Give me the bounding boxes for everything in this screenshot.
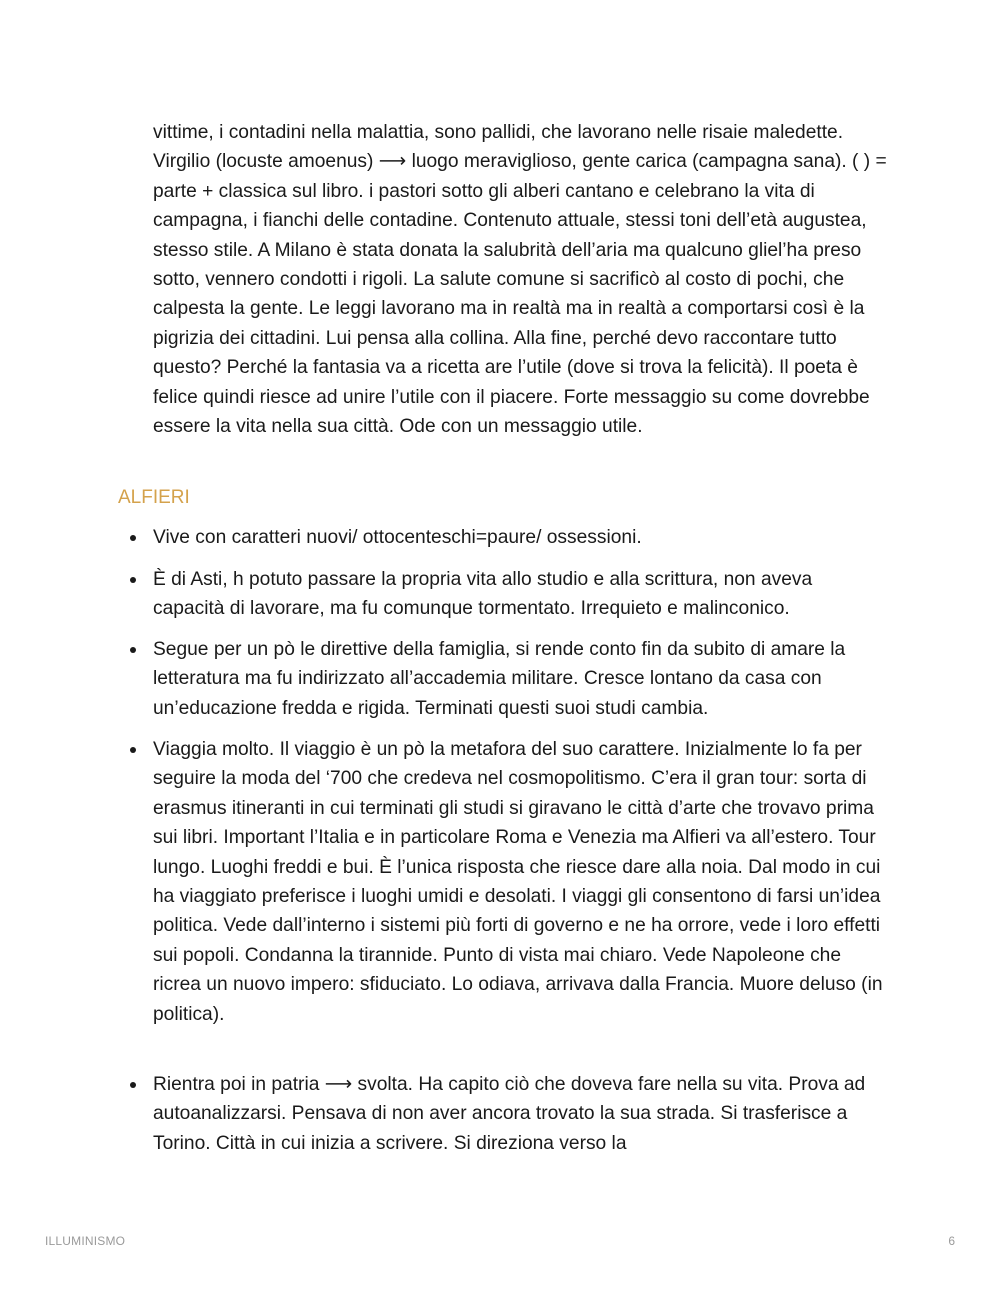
list-item [153,1070,888,1158]
list-item-text: Viaggia molto. Il viaggio è un pò la metafora del suo carattere. Inizialmente lo fa per seguire la moda del ‘700 che credeva nel cosmopolitismo. C’era il gran tour: sorta di erasmus itineranti in cui terminati gli studi si giravano le città d’arte che trovavo prima sui libri. Important l’Italia e in particolare Roma e Venezia ma Alfieri va all’estero. Tour lungo. Luoghi freddi e bui. È l’unica risposta che riesce dare alla noia. Dal modo in cui ha viaggiato preferisce i luoghi umidi e desolati. I viaggi gli consentono di farsi un’idea politica. Vede dall’interno i sistemi più forti di governo e ne ha orrore, vede i loro effetti sui popoli. Condanna la tirannide. Punto di vista mai chiaro. Vede Napoleone che ricrea un nuovo impero: sfiduciato. Lo odiava, arrivava dalla Francia. Muore deluso (in politica). [153,739,883,1025]
list-item [153,635,888,723]
list-item [153,565,888,624]
list-item-text: Segue per un pò le direttive della famiglia, si rende conto fin da subito di amare la letteratura ma fu indirizzato all’accademia militare. Cresce lontano da casa con un’educazione fredda e rigida. Terminati questi suoi studi cambia. [153,639,846,719]
section-heading-alfieri: ALFIERI [118,487,190,508]
footer-document-title: ILLUMINISMO [45,1234,126,1248]
footer-page-number: 6 [948,1234,955,1248]
list-item-text: Vive con caratteri nuovi/ ottocenteschi=paure/ ossessioni. [153,527,642,548]
list-item-text: Rientra poi in patria ⟶ svolta. Ha capito ciò che doveva fare nella su vita. Prova ad autoanalizzarsi. Pensava di non aver ancora trovato la sua strada. Si trasferisce a Torino. Città in cui inizia a scrivere. Si direziona verso la [153,1074,866,1154]
intro-paragraph: vittime, i contadini nella malattia, sono pallidi, che lavorano nelle risaie maledette. Virgilio (locuste amoenus) ⟶ luogo meraviglioso, gente carica (campagna sana). ( ) = parte + classica sul libro. i pastori sotto gli alberi cantano e celebrano la vita di campagna, i fianchi delle contadine. Contenuto attuale, stessi toni dell’età augustea, stesso stile. A Milano è stata donata la salubrità dell’aria ma qualcuno gliel’ha preso sotto, vennero condotti i rigoli. La salute comune si sacrificò al costo di pochi, che calpesta la gente. Le leggi lavorano ma in realtà ma in realtà a comportarsi così è la pigrizia dei cittadini. Lui pensa alla collina. Alla fine, perché devo raccontare tutto questo? Perché la fantasia va a ricetta are l’utile (dove si trova la felicità). Il poeta è felice quindi riesce ad unire l’utile con il piacere. Forte messaggio su come dovrebbe essere la vita nella sua città. Ode con un messaggio utile. [153,122,887,438]
bullet-icon [130,577,136,583]
bullet-icon [130,647,136,653]
bullet-icon [130,535,136,541]
list-item [153,523,888,552]
bullet-icon [130,1082,136,1088]
bullet-icon [130,747,136,753]
list-item-text: È di Asti, h potuto passare la propria vita allo studio e alla scrittura, non aveva capacità di lavorare, ma fu comunque tormentato. Irrequieto e malinconico. [153,569,813,620]
list-item [153,735,888,1029]
